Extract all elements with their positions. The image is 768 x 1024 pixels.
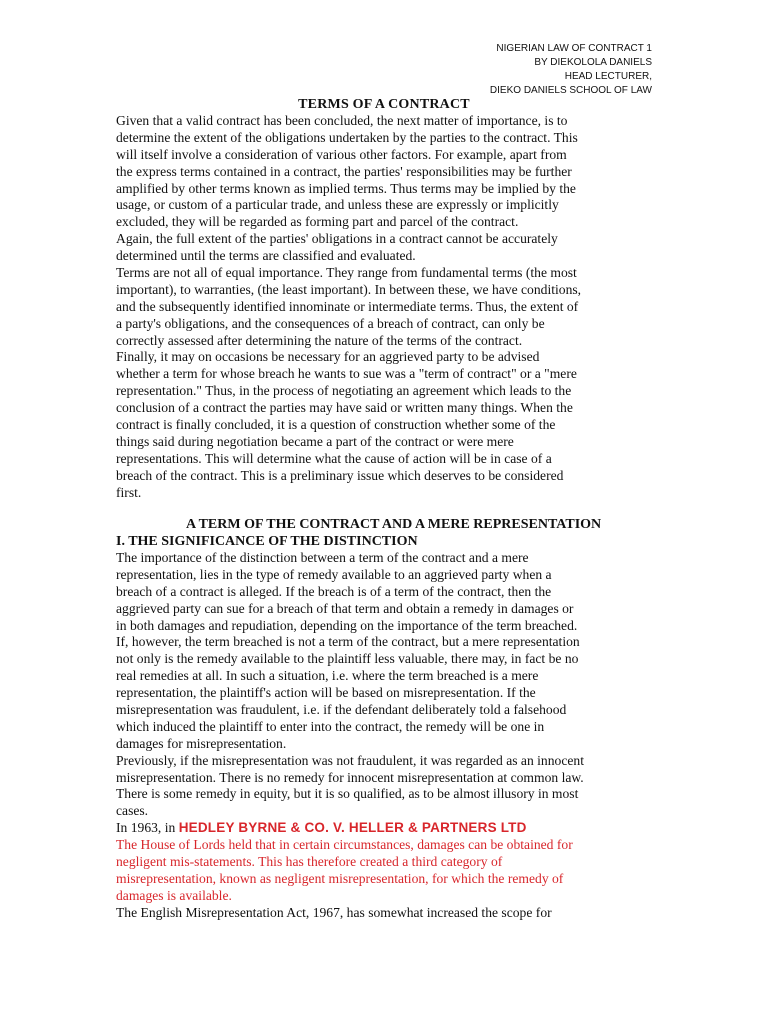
- text-line: which induced the plaintiff to enter into the contract, the remedy will be one in: [116, 718, 545, 734]
- text-line: aggrieved party can sue for a breach of that term and obtain a remedy in damages or: [116, 600, 574, 616]
- section1-body: [116, 113, 646, 501]
- text-line: misrepresentation. There is no remedy for innocent misrepresentation at common law.: [116, 769, 584, 785]
- text-line: If, however, the term breached is not a term of the contract, but a mere representation: [116, 634, 580, 650]
- document-title: TERMS OF A CONTRACT: [298, 97, 470, 112]
- case-prefix: In 1963, in: [116, 820, 179, 836]
- text-line: determine the extent of the obligations undertaken by the parties to the contract. This: [116, 129, 578, 145]
- text-line: breach of a contract is alleged. If the breach is of a term of the contract, then the: [116, 583, 552, 599]
- highlighted-line: misrepresentation, known as negligent misrepresentation, for which the remedy of: [116, 870, 564, 886]
- text-line: the express terms contained in a contract, the parties' responsibilities may be further: [116, 163, 572, 179]
- case-name: HEDLEY BYRNE & CO. V. HELLER & PARTNERS LTD: [178, 820, 527, 836]
- text-line: and the subsequently identified innominate or intermediate terms. Thus, the extent of: [116, 298, 579, 314]
- text-line: misrepresentation was fraudulent, i.e. if the defendant deliberately told a falsehood: [116, 702, 567, 718]
- text-line: important), to warranties, (the least important). In between these, we have conditions,: [116, 281, 582, 297]
- text-line: whether a term for whose breach he wants to sue was a "term of contract" or a "mere: [116, 366, 577, 382]
- header-line: BY DIEKOLOLA DANIELS: [534, 57, 652, 68]
- text-line: things said during negotiation became a part of the contract or were mere: [116, 433, 514, 449]
- text-line: correctly assessed after determining the nature of the terms of the contract.: [116, 332, 523, 348]
- text-line: in both damages and repudiation, depending on the importance of the term breached.: [116, 617, 578, 633]
- text-line: Finally, it may on occasions be necessary for an aggrieved party to be advised: [116, 349, 540, 365]
- subsection-heading: I. THE SIGNIFICANCE OF THE DISTINCTION: [116, 534, 418, 549]
- text-line: conclusion of a contract the parties may have said or written many things. When the: [116, 400, 573, 416]
- section-heading: A TERM OF THE CONTRACT AND A MERE REPRESENTATION: [186, 517, 602, 532]
- text-line: a party's obligations, and the consequences of a breach of contract, can only be: [116, 315, 545, 331]
- highlighted-line: damages is available.: [116, 887, 232, 903]
- text-line: There is some remedy in equity, but it is so qualified, as to be almost illusory in most: [116, 786, 579, 802]
- text-line: The importance of the distinction between a term of the contract and a mere: [116, 550, 529, 565]
- header-line: NIGERIAN LAW OF CONTRACT 1: [496, 43, 652, 54]
- page-header: [490, 42, 652, 98]
- text-line: cases.: [116, 803, 149, 819]
- text-line: damages for misrepresentation.: [116, 735, 287, 751]
- highlighted-line: negligent mis-statements. This has therefore created a third category of: [116, 854, 503, 870]
- text-line: representations. This will determine what the cause of action will be in case of a: [116, 450, 552, 466]
- text-line: Again, the full extent of the parties' obligations in a contract cannot be accurately: [116, 231, 558, 247]
- text-line: real remedies at all. In such a situation, i.e. where the term breached is a mere: [116, 668, 539, 684]
- text-line: contract is finally concluded, it is a question of construction whether some of the: [116, 417, 556, 433]
- text-line: representation." Thus, in the process of negotiating an agreement which leads to the: [116, 383, 572, 399]
- text-line: Terms are not all of equal importance. They range from fundamental terms (the most: [116, 265, 577, 281]
- text-line: determined until the terms are classified and evaluated.: [116, 248, 416, 264]
- text-line: amplified by other terms known as implied terms. Thus terms may be implied by the: [116, 180, 576, 196]
- text-line: excluded, they will be regarded as forming part and parcel of the contract.: [116, 214, 519, 230]
- text-line: usage, or custom of a particular trade, and unless these are expressly or implicitly: [116, 197, 559, 213]
- text-line: representation, lies in the type of remedy available to an aggrieved party when a: [116, 566, 552, 582]
- text-line: The English Misrepresentation Act, 1967, has somewhat increased the scope for: [116, 904, 552, 920]
- highlighted-line: The House of Lords held that in certain circumstances, damages can be obtained for: [116, 837, 573, 853]
- text-line: Previously, if the misrepresentation was not fraudulent, it was regarded as an innocent: [116, 752, 584, 768]
- text-line: will itself involve a consideration of various other factors. For example, apart from: [116, 146, 567, 162]
- text-line: Given that a valid contract has been concluded, the next matter of importance, is to: [116, 113, 568, 128]
- text-line: first.: [116, 484, 142, 500]
- header-line: DIEKO DANIELS SCHOOL OF LAW: [489, 85, 652, 96]
- header-line: HEAD LECTURER,: [564, 71, 652, 82]
- section2-body: [116, 550, 646, 922]
- text-line: not only is the remedy available to the plaintiff less valuable, there may, in fact be no: [116, 651, 579, 667]
- text-line: breach of the contract. This is a preliminary issue which deserves to be considered: [116, 467, 564, 483]
- case-citation-line: [116, 820, 646, 837]
- text-line: representation, the plaintiff's action will be based on misrepresentation. If the: [116, 685, 536, 701]
